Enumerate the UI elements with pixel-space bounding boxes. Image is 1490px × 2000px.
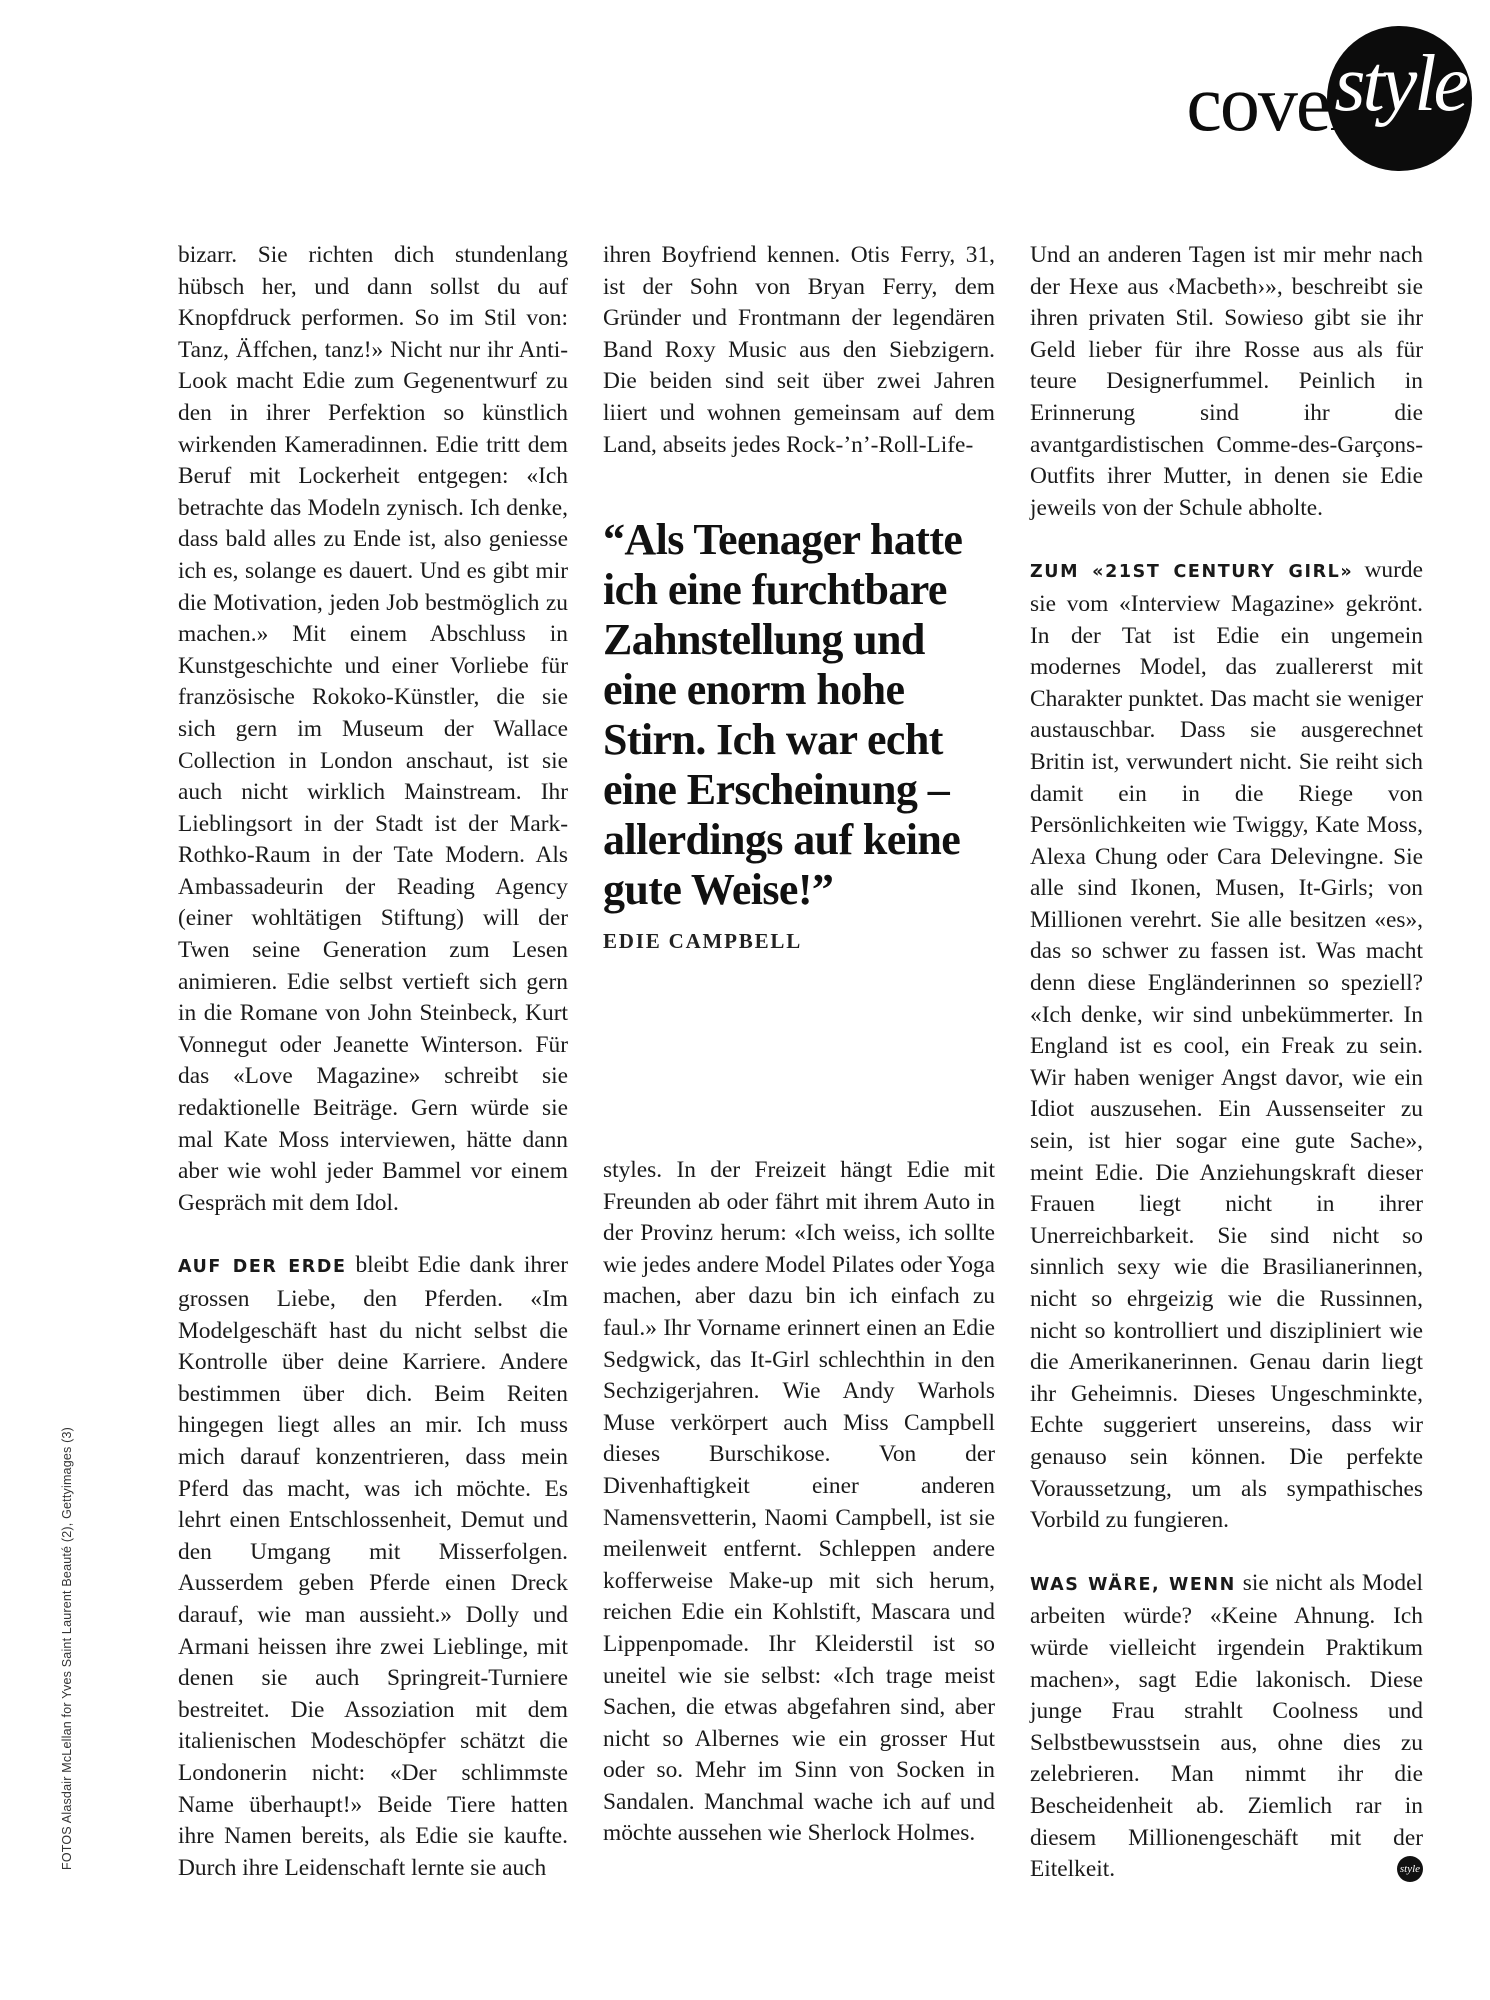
article-column-1 [178, 240, 568, 1884]
pull-quote-author: EDIE CAMPBELL [603, 929, 803, 953]
logo-style-word: style [1334, 40, 1466, 128]
run-in-heading: AUF DER ERDE [178, 1257, 347, 1278]
run-in-heading: ZUM «21ST CENTURY GIRL» [1030, 562, 1354, 583]
pull-quote-text: “Als Teenager hatte ich eine furchtbare Zahnstellung und eine enorm hohe Stirn. Ich war echt eine Erscheinung – allerdings auf keine gute Weise!” [603, 515, 963, 914]
paragraph: styles. In der Freizeit hängt Edie mit Freunden ab oder fährt mit ihrem Auto in der Provinz herum: «Ich weiss, ich sollte wie jedes andere Model Pilates oder Yoga machen, aber dazu bin ich einfach zu faul.» Ihr Vorname erinnert einen an Edie Sedgwick, das It-Girl schlechthin in den Sechzigerjahren. Wie Andy Warhols Muse verkörpert auch Miss Campbell dieses Burschikose. Von der Divenhaftigkeit einer anderen Namensvetterin, Naomi Campbell, ist sie meilenweit entfernt. Schleppen andere kofferweise Make-up mit sich herum, reichen Edie ein Kohlstift, Mascara und Lippenpomade. Ihr Kleiderstil ist so uneitel wie sie selbst: «Ich trage meist Sachen, die etwas abgefahren sind, aber nicht so Albernes wie ein grosser Hut oder so. Mehr im Sinn von Socken in Sandalen. Manchmal wache ich auf und möchte aussehen wie Sherlock Holmes. [603, 1157, 995, 1847]
run-in-heading: WAS WÄRE, WENN [1030, 1574, 1236, 1595]
paragraph: bizarr. Sie richten dich stundenlang hübsch her, und dann sollst du auf Knopfdruck performen. So im Stil von: Tanz, Äffchen, tanz!» Nicht nur ihr Anti-Look macht Edie zum Gegenentwurf zu den in ihrer Perfektion so künstlich wirkenden Kameradinnen. Edie tritt dem Beruf mit Lockerheit entgegen: «Ich betrachte das Modeln zynisch. Ich denke, dass bald alles zu Ende ist, also geniesse ich es, solange es dauert. Und es gibt mir die Motivation, jeden Job bestmöglich zu machen.» Mit einem Abschluss in Kunstgeschichte und einer Vorliebe für französische Rokoko-Künstler, die sie sich gern im Museum der Wallace Collection in London anschaut, ist sie auch nicht wirklich Mainstream. Ihr Lieblingsort in der Stadt ist der Mark-Rothko-Raum in der Tate Modern. Als Ambassadeurin der Reading Agency (einer wohltätigen Stiftung) will der Twen seine Generation zum Lesen animieren. Edie selbst vertieft sich gern in die Romane von John Steinbeck, Kurt Vonnegut oder Jeanette Winterson. Für das «Love Magazine» schreibt sie redaktionelle Beiträge. Gern würde sie mal Kate Moss interviewen, hätte dann aber wie wohl jeder Bammel vor einem Gespräch mit dem Idol. [178, 242, 568, 1216]
paragraph-text: sie nicht als Model arbeiten würde? «Keine Ahnung. Ich würde vielleicht irgendein Praktikum machen», sagt Edie lakonisch. Diese junge Frau strahlt Coolness und Selbstbewusstsein aus, ohne dies zu zelebrieren. Man nimmt ihr die Bescheidenheit ab. Ziemlich rar in diesem Millionengeschäft mit der Eitelkeit. [1030, 1569, 1423, 1883]
section-logo [1092, 26, 1472, 186]
paragraph-text: bleibt Edie dank ihrer grossen Liebe, den Pferden. «Im Modelgeschäft hast du nicht selbst die Kontrolle über deine Karriere. Andere bestimmen über dich. Beim Reiten hingegen liegt alles an mir. Ich muss mich darauf konzentrieren, dass mein Pferd das macht, was ich möchte. Es lehrt einen Entschlossenheit, Demut und den Umgang mit Misserfolgen. Ausserdem geben Pferde einen Dreck darauf, wie man aussieht.» Dolly und Armani heissen ihre zwei Lieblinge, mit denen sie auch Springreit-Turniere bestreitet. Die Assoziation mit dem italienischen Modeschöpfer schätzt die Londonerin nicht: «Der schlimmste Name überhaupt!» Beide Tiere hatten ihre Namen bereits, als Edie sie kaufte. Durch ihre Leidenschaft lernte sie auch [178, 1252, 568, 1881]
article-column-3 [1030, 240, 1423, 1886]
paragraph [1030, 555, 1423, 1536]
paragraph-text: wurde sie vom «Interview Magazine» gekrönt. In der Tat ist Edie ein ungemein modernes Model, das zuallererst mit Charakter punktet. Das macht sie weniger austauschbar. Dass sie ausgerechnet Britin ist, verwundert nicht. Sie reiht sich damit ein in die Riege von Persönlichkeiten wie Twiggy, Kate Moss, Alexa Chung oder Cara Delevingne. Sie alle sind Ikonen, Musen, It-Girls; von Millionen verehrt. Sie alle besitzen «es», das so schwer zu fassen ist. Was macht denn diese Engländerinnen so speziell? «Ich denke, wir sind unbekümmerter. In England ist es cool, ein Freak zu sein. Wir haben weniger Angst davor, wie ein Idiot auszusehen. Ein Aussenseiter zu sein, ist hier sogar eine gute Sache», meint Edie. Die Anziehungskraft dieser Frauen liegt nicht in ihrer Unerreichbarkeit. Sie sind nicht so sinnlich sexy wie die Brasilianerinnen, nicht so ehrgeizig wie die Russinnen, nicht so kontrolliert und diszipliniert wie die Amerikanerinnen. Genau darin liegt ihr Geheimnis. Dieses Ungeschminkte, Echte suggeriert unsereins, dass wir genauso sein können. Die perfekte Voraussetzung, um als sympathisches Vorbild zu fungieren. [1030, 557, 1423, 1534]
paragraph [1030, 1568, 1423, 1886]
end-mark-icon: style [1397, 1856, 1423, 1882]
logo-cover-word: cover [1186, 60, 1354, 148]
photo-credit: FOTOS Alasdair McLellan for Yves Saint Laurent Beauté (2), Gettyimages (3) [60, 1426, 74, 1870]
pull-quote [603, 515, 983, 954]
paragraph [178, 1250, 568, 1884]
paragraph: ihren Boyfriend kennen. Otis Ferry, 31, ist der Sohn von Bryan Ferry, dem Gründer und Frontmann der legendären Band Roxy Music aus den Siebzigern. Die beiden sind seit über zwei Jahren liiert und wohnen gemeinsam auf dem Land, abseits jedes Rock-’n’-Roll-Life- [603, 242, 995, 458]
paragraph: Und an anderen Tagen ist mir mehr nach der Hexe aus ‹Macbeth›», beschreibt sie ihren privaten Stil. Sowieso gibt sie ihr Geld lieber für ihre Rosse aus als für teure Designerfummel. Peinlich in Erinnerung sind ihr die avantgardistischen Comme-des-Garçons-Outfits ihrer Mutter, in denen sie Edie jeweils von der Schule abholte. [1030, 242, 1423, 521]
